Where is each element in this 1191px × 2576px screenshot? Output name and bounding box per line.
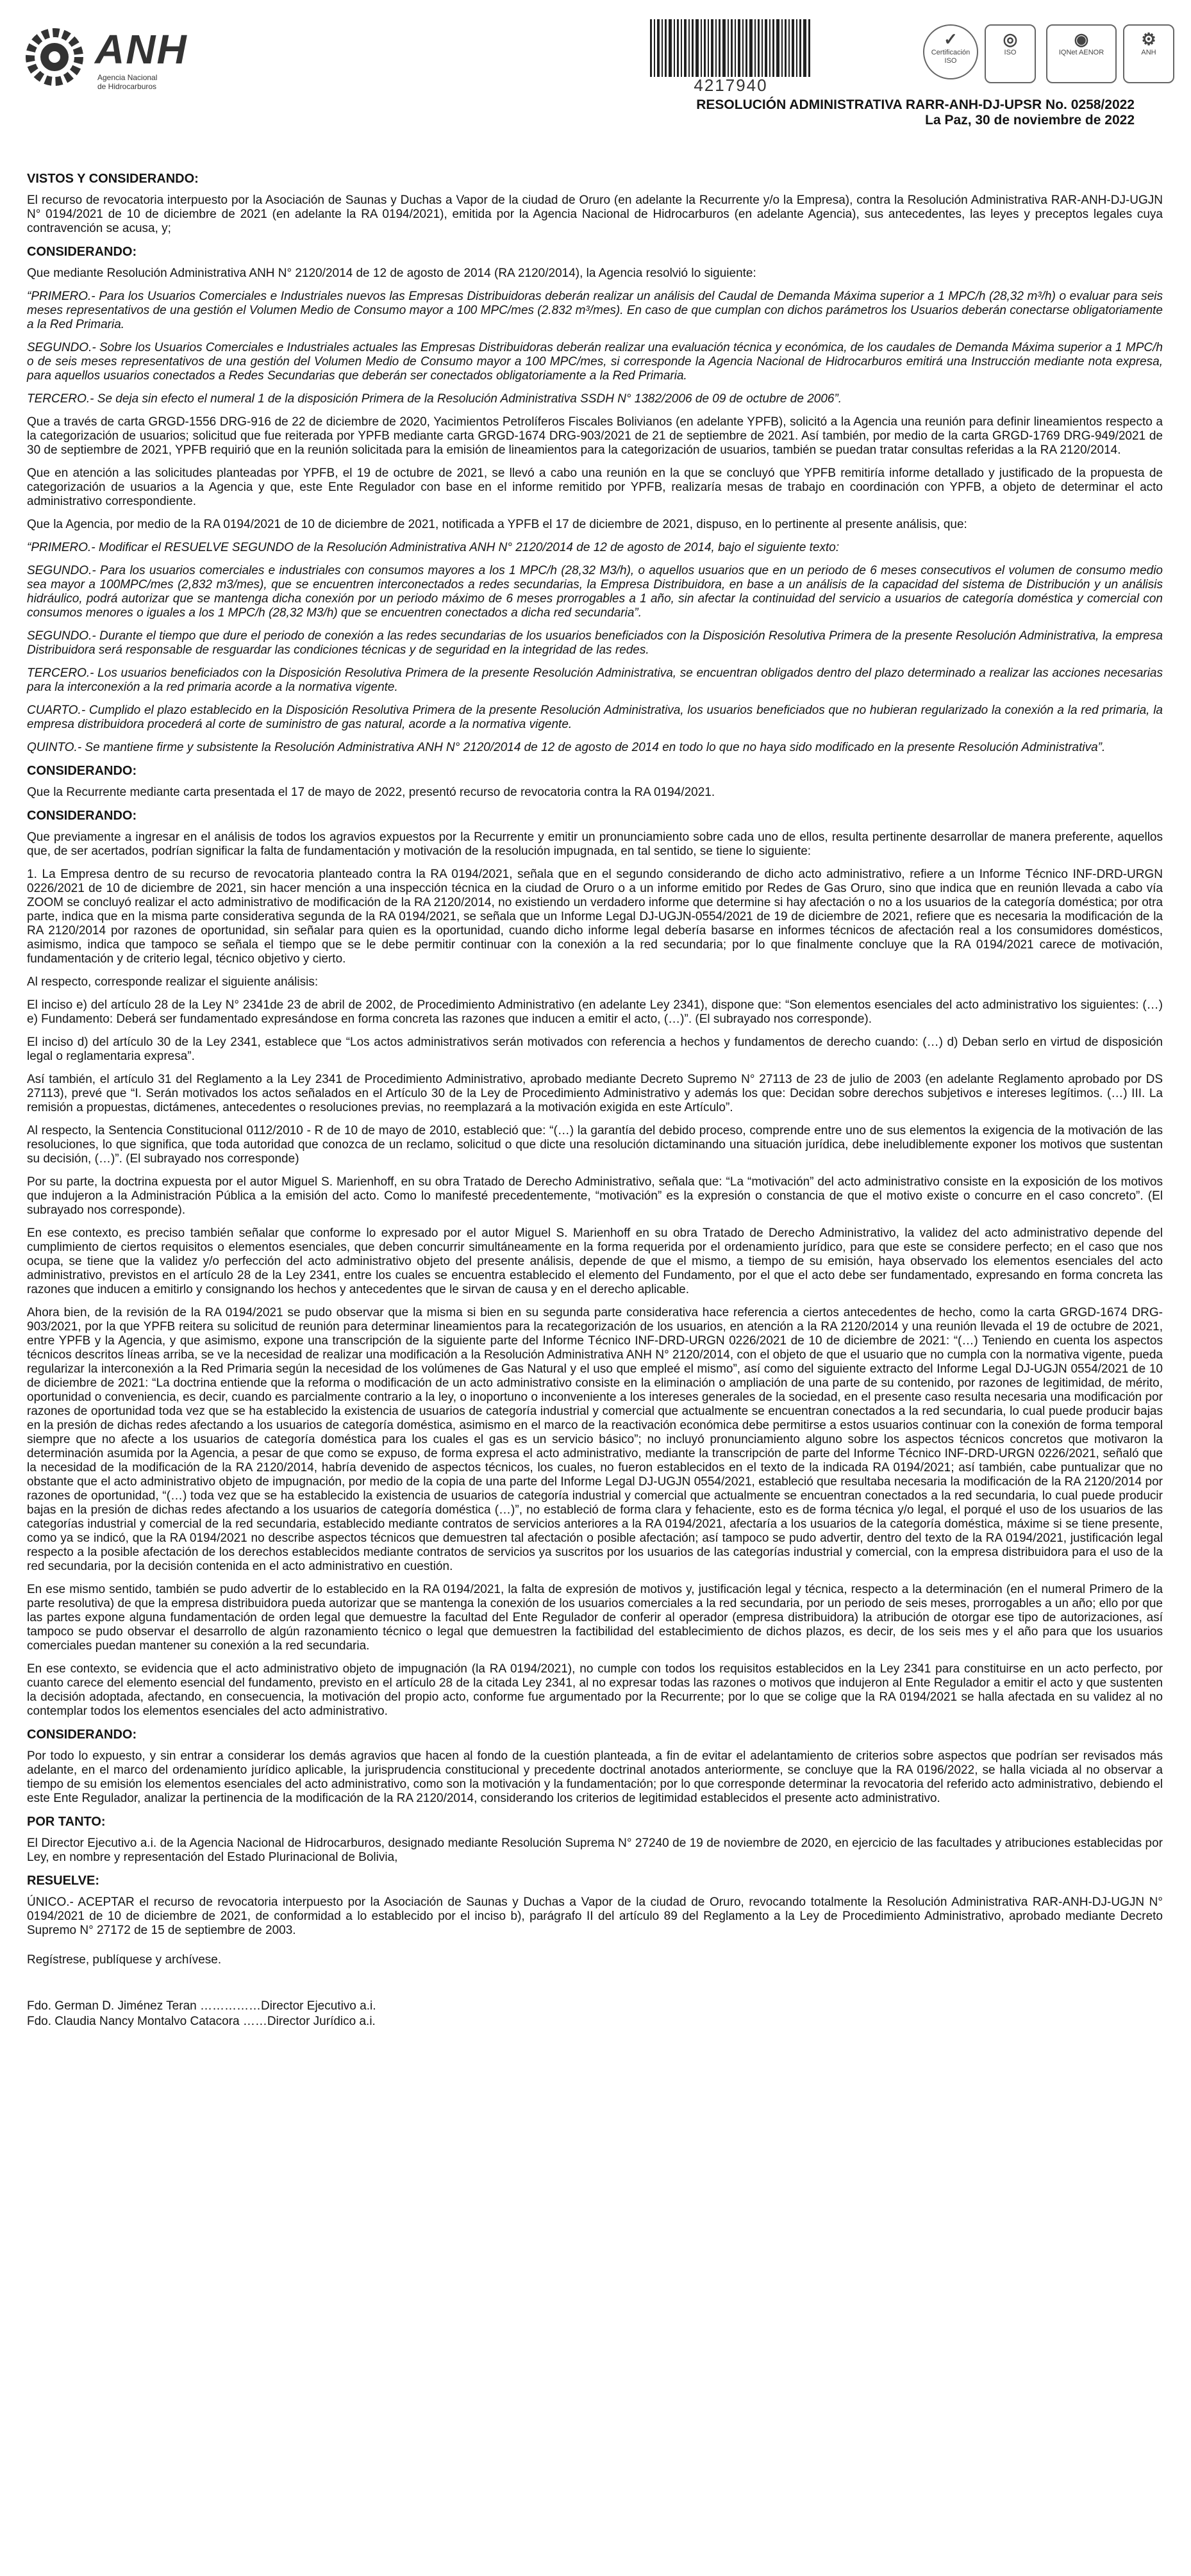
quoted-paragraph: QUINTO.- Se mantiene firme y subsistente la Resolución Administrativa ANH N° 2120/2014 de 12 de agosto de 2014 en todo lo que no haya sido modificado en la presente Resolución Administrativa”. (27, 741, 1106, 754)
iso-seal-icon: ✓ (944, 29, 958, 49)
heading-vistos: VISTOS Y CONSIDERANDO: (27, 172, 199, 186)
quoted-paragraph: SEGUNDO.- Durante el tiempo que dure el periodo de conexión a las redes secundarias de los usuarios beneficiados con la Disposición Resolutiva Primera de la presente Resolución Administrativa, la empresa Distribuidora será responsable de resguardar las condiciones técnicas y de seguridad en la integridad de las redes. (27, 629, 1163, 657)
paragraph: Al respecto, corresponde realizar el siguiente análisis: (27, 975, 319, 989)
paragraph: Que mediante Resolución Administrativa ANH N° 2120/2014 de 12 de agosto de 2014 (RA 2120/2014), la Agencia resolvió lo siguiente: (27, 267, 756, 280)
quoted-paragraph: SEGUNDO.- Sobre los Usuarios Comerciales e Industriales actuales las Empresas Distribuidoras deberán realizar una evaluación técnica y económica, de los caudales de Demanda Máxima superior a 1 MPC/h o de seis meses representativos de una gestión del Volumen Medio de Consumo mayor a 100 MPC/mes, si corresponde la Agencia Nacional de Hidrocarburos emitirá una Instrucción mediante nota expresa, para aquellos usuarios conectados a Redes Secundarias que deberán ser conectados obligatoriamente a la Red Primaria. (27, 341, 1163, 383)
paragraph: 1. La Empresa dentro de su recurso de revocatoria planteado contra la RA 0194/2021, señala que en el segundo considerando de dicho acto administrativo, refiere a un Informe Técnico INF-DRD-URGN 0226/2021 de 10 de diciembre de 2021, sin hacer mención a una inspección técnica en la ciudad de Oruro o a un informe emitido por Redes de Gas Oruro, sino que indica que en reunión llevada a cabo vía ZOOM se concluyó realizar el acto administrativo de modificación de la RA 2120/2014, no existiendo un verdadero informe que determine si hay afectación o no a los usuarios de la categoría doméstica; por otra parte, indica que en la misma parte considerativa segunda de la RA 0194/2021, se señala que un Informe Legal DJ-UGJN-0554/2021 de 19 de diciembre de 2021, refiere que es necesaria la modificación de la RA 2120/2014 por razones de oportunidad, sin señalar para quien es la oportunidad, cuando dicho informe legal debería basarse en informes técnicos de afectación real a los consumidores domésticos, asimismo, indica que tampoco se señala el tiempo que se le debe permitir continuar con la conexión a la red secundaria; por lo que finalmente concluye que la RA 0194/2021 carece de motivación, fundamentación y de criterio legal, técnico objetivo y cierto. (27, 868, 1163, 966)
heading-por-tanto: POR TANTO: (27, 1815, 106, 1829)
paragraph: El Director Ejecutivo a.i. de la Agencia Nacional de Hidrocarburos, designado mediante Resolución Suprema N° 27240 de 19 de noviembre de 2020, en ejercicio de las facultades y atribuciones establecidas por Ley, en nombre y representación del Estado Plurinacional de Bolivia, (27, 1837, 1163, 1864)
quoted-paragraph: TERCERO.- Se deja sin efecto el numeral 1 de la disposición Primera de la Resolución Administrativa SSDH N° 1382/2006 de 09 de octubre de 2006”. (27, 392, 842, 406)
iso-certification-seal: ✓ Certificación ISO (923, 24, 978, 79)
paragraph: El inciso e) del artículo 28 de la Ley N° 2341de 23 de abril de 2002, de Procedimiento Administrativo (en adelante Ley 2341), dispone que: “Son elementos esenciales del acto administrativo los siguientes: (…) e) Fundamento: Deberá ser fundamentado expresándose en forma concreta las razones que inducen a emitir el acto, (…)”. (El subrayado nos corresponde). (27, 998, 1163, 1026)
paragraph: Que la Recurrente mediante carta presentada el 17 de mayo de 2022, presentó recurso de revocatoria contra la RA 0194/2021. (27, 786, 715, 799)
heading-resuelve: RESUELVE: (27, 1874, 99, 1888)
paragraph: Así también, el artículo 31 del Reglamento a la Ley 2341 de Procedimiento Administrativo, aprobado mediante Decreto Supremo N° 27113 de 23 de julio de 2003 (en adelante Reglamento aprobado por DS 27113), prevé que “I. Serán motivados los actos señalados en el Artículo 30 de la Ley de Procedimiento Administrativo y además los que: Decidan sobre derechos subjetivos e intereses legítimos. (…) III. La remisión a propuestas, dictámenes, antecedentes o resoluciones previas, no reemplazará a la motivación exigida en este Artículo”. (27, 1073, 1163, 1114)
place-date: La Paz, 30 de noviembre de 2022 (925, 113, 1135, 128)
document-number: 4217940 (694, 76, 768, 95)
paragraph: Por todo lo expuesto, y sin entrar a considerar los demás agravios que hacen al fondo de la cuestión planteada, a fin de evitar el adelantamiento de criterios sobre aspectos que podrían ser revisados más adelante, en el marco del ordenamiento jurídico aplicable, la jurisprudencia constitucional y precedente doctrinal anotados anteriormente, se concluye que la RA 0196/2022, se halla viciada al no observar a tiempo de su emisión los elementos esenciales del acto administrativo, como son la motivación y la fundamentación; por lo que corresponde determinar la revocatoria del referido acto administrativo, debiendo el este Ente Regulador, analizar la pertinencia de la modificación de la RA 2120/2014, considerando los criterios de legitimidad establecidos el presente acto administrativo. (27, 1749, 1163, 1805)
signature-line: Fdo. Claudia Nancy Montalvo Catacora ……Director Jurídico a.i. (27, 2015, 376, 2028)
paragraph: Que la Agencia, por medio de la RA 0194/2021 de 10 de diciembre de 2021, notificada a YPFB el 17 de diciembre de 2021, dispuso, en lo pertinente al presente análisis, que: (27, 518, 967, 531)
aenor-seal-icon: ◎ (1003, 29, 1018, 49)
paragraph: Al respecto, la Sentencia Constitucional 0112/2010 - R de 10 de mayo de 2010, estableció que: “(…) la garantía del debido proceso, comprende entre uno de sus elementos la exigencia de la motivación de las resoluciones, lo que significa, que toda autoridad que conozca de un reclamo, solicitud o que dicte una resolución dictaminando una situación jurídica, debe ineludiblemente exponer los motivos que sustentan su decisión, (…)”. (El subrayado nos corresponde) (27, 1124, 1163, 1166)
resolution-reference (696, 97, 1135, 128)
paragraph: Que a través de carta GRGD-1556 DRG-916 de 22 de diciembre de 2020, Yacimientos Petrolíferos Fiscales Bolivianos (en adelante YPFB), solicitó a la Agencia una reunión para definir lineamientos respecto a la categorización de usuarios; solicitud que fue reiterada por YPFB mediante carta GRGD-1674 DRG-903/2021 de 21 de septiembre de 2021. Así también, por medio de la carta GRGD-1769 DRG-949/2021 de 30 de septiembre de 2021, YPFB requirió que en la reunión solicitada para la emisión de lineamientos para la categorización de usuarios, también se puedan tratar consultas referidas a la RA 2120/2014. (27, 415, 1163, 457)
document-header (0, 0, 1191, 128)
signature-line: Fdo. German D. Jiménez Teran ……………Director Ejecutivo a.i. (27, 1999, 376, 2013)
heading-considerando: CONSIDERANDO: (27, 809, 137, 823)
paragraph: El inciso d) del artículo 30 de la Ley 2341, establece que “Los actos administrativos serán motivados con referencia a hechos y fundamentos de derecho cuando: (…) d) Deban serlo en virtud de disposición legal o reglamentaria expresa”. (27, 1036, 1163, 1063)
heading-considerando: CONSIDERANDO: (27, 1728, 137, 1742)
iqnet-seal-icon: ◉ (1074, 29, 1089, 49)
logo-text: ANH (95, 26, 188, 72)
paragraph: Ahora bien, de la revisión de la RA 0194/2021 se pudo observar que la misma si bien en su segunda parte considerativa hace referencia a ciertos antecedentes de hecho, como la carta GRGD-1674 DRG-903/2021, por la que YPFB reitera su solicitud de reunión para determinar lineamientos para la recategorización de los usuarios, en atención a la RA 2120/2014 y una reunión llevada el 19 de octubre de 2021, entre YPFB y la Agencia, y que asimismo, expone una transcripción de la siguiente parte del Informe Técnico INF-DRD-URGN 0226/2021 de 10 de diciembre de 2021: “(…) Teniendo en cuenta los aspectos técnicos descritos líneas arriba, se ve la necesidad de realizar una modificación a la Resolución Administrativa ANH N° 2120/2014, con el objeto de que el usuario que no cumpla con la normativa vigente, pueda regularizar la interconexión a la Red Primaria según la necesidad de los volúmenes de Gas Natural y el uso que empleé el mismo”, así como del siguiente extracto del Informe Legal DJ-UGJN 0554/2021 de 10 de diciembre de 2021: “La doctrina entiende que la reforma o modificación de un acto administrativo consiste en la eliminación o ampliación de una parte de su contenido, por razones de legitimidad, de mérito, oportunidad o conveniencia, es decir, cuando es parcialmente contrario a la ley, o inoportuno o inconveniente a los intereses generales de la sociedad, en el presente caso resulta necesaria una modificación por razones de oportunidad toda vez que se ha establecido la existencia de usuarios de categoría industrial y comercial que actualmente se encuentran conectados a la red secundaria, lo cual puede producir bajas en la presión de dichas redes afectando a los usuarios de categoría doméstica, asimismo en el marco de la reactivación económica debe permitirse a estos usuarios continuar con la conexión de forma temporal siempre que no afecte a los usuarios de categoría doméstica para los cuales el gas es un servicio básico”; no incluyó pronunciamiento alguno sobre los aspectos técnicos concretos que motivaron la determinación asumida por la Agencia, a pesar de que como se expuso, de forma expresa el acto administrativo, mediante la transcripción de parte del Informe Técnico INF-DRD-URGN 0226/2021, señaló que la necesidad de la modificación de la RA 2120/2014, habría devenido de aspectos técnicos, los cuales, no fueron establecidos en el texto de la indicada RA 0194/2021; así también, cabe puntualizar que no obstante que el acto administrativo objeto de impugnación, por medio de la copia de una parte del Informe Legal DJ-UGJN 0554/2021, estableció que resultaba necesaria la modificación de la RA 2120/2014 por razones de oportunidad, “(…) toda vez que se ha establecido la existencia de usuarios de categoría industrial y comercial que actualmente se encuentran conectados a la red secundaria, lo cual puede producir bajas en la presión de dichas redes afectando a los usuarios de categoría doméstica (…)”, no estableció de forma clara y fehaciente, esto es de forma técnica y/o legal, el porqué el uso de los usuarios de las categorías industrial y comercial de la red secundaria, establecido mediante contratos de servicios anteriores a la RA 0194/2021, afectaría a los usuarios de la categoría doméstica, máxime si se tiene presente, como ya se indicó, que la RA 0194/2021 no describe aspectos técnicos que demuestren tal afectación o posible afectación; así tampoco se pudo advertir, dentro del texto de la RA 0194/2021, justificación legal respecto a la posible afectación de los derechos establecidos mediante contratos de servicios ya suscritos por los usuarios de las categorías industrial y comercial, con la empresa distribuidora para el uso de la red secundaria, por la decisión contenida en el acto administrativo en cuestión. (27, 1306, 1163, 1573)
quoted-paragraph: TERCERO.- Los usuarios beneficiados con la Disposición Resolutiva Primera de la presente Resolución Administrativa, se encuentran obligados dentro del plazo determinado a realizar las acciones necesarias para la interconexión a la red primaria acorde a la normativa vigente. (27, 666, 1163, 694)
paragraph: En ese contexto, es preciso también señalar que conforme lo expresado por el autor Miguel S. Marienhoff en su obra Tratado de Derecho Administrativo, la validez del acto administrativo depende del cumplimiento de ciertos requisitos o elementos esenciales, que deben concurrir simultáneamente en la forma requerida por el ordenamiento jurídico, para que este se considere perfecto; en el caso que nos ocupa, se tiene que la validez y/o perfección del acto administrativo objeto del presente análisis, depende de que el mismo, a tiempo de su emisión, haya observado los elementos esenciales del acto administrativo, previstos en el artículo 28 de la Ley 2341, entre los cuales se encuentra establecido el elemento del Fundamento, por el que el acto debe ser fundamentado, expresando en forma concreta las razones que inducen a emitirlo y consignando los hechos y antecedentes que le sirvan de causa y en el derecho aplicable. (27, 1226, 1163, 1296)
barcode-icon (647, 19, 814, 77)
quoted-paragraph: “PRIMERO.- Modificar el RESUELVE SEGUNDO de la Resolución Administrativa ANH N° 2120/2014 de 12 de agosto de 2014, bajo el siguiente texto: (27, 541, 840, 554)
paragraph: Que previamente a ingresar en el análisis de todos los agravios expuestos por la Recurrente y emitir un pronunciamiento sobre cada uno de ellos, resulta pertinente desarrollar de manera preferente, aquellos que, de ser acertados, podrían significar la falta de fundamentación y motivación de la resolución impugnada, en tal sentido, se tiene lo siguiente: (27, 830, 1163, 858)
iqnet-aenor-seal: ◉ IQNet AENOR (1046, 24, 1117, 83)
closing-formula: Regístrese, publíquese y archívese. (27, 1953, 222, 1967)
paragraph: En ese contexto, se evidencia que el acto administrativo objeto de impugnación (la RA 0194/2021), no cumple con todos los requisitos establecidos en la Ley 2341 para constituirse en un acto perfecto, por cuanto carece del elemento esencial del fundamento, previsto en el artículo 28 de la citada Ley 2341, al no expresar todas las razones o motivos que indujeron al Ente Regulador a emitir el acto y que sustenten la decisión adoptada, afectando, en consecuencia, la motivación del propio acto, conforme fue argumentado por la Recurrente; por lo que se colige que la RA 0194/2021 se halla afectada en su validez al no contemplar todos los elementos esenciales del acto administrativo. (27, 1662, 1163, 1718)
paragraph: Por su parte, la doctrina expuesta por el autor Miguel S. Marienhoff, en su obra Tratado de Derecho Administrativo, señala que: “La “motivación” del acto administrativo consiste en la exposición de los motivos que indujeron a la Administración Pública a la emisión del acto. Como lo manifesté precedentemente, “motivación” es la expresión o constancia de que el motivo existe o concurre en el caso concreto”. (El subrayado nos corresponde). (27, 1175, 1163, 1217)
quoted-paragraph: “PRIMERO.- Para los Usuarios Comerciales e Industriales nuevos las Empresas Distribuidoras deberán realizar un análisis del Caudal de Demanda Máxima superior a 1 MPC/h (28,32 m³/h) o evaluar para seis meses representativos de una gestión el Volumen Medio de Consumo mayor a 100 MPC/mes (2.832 m³/mes). En caso de que cumplan con dichos parámetros los Usuarios deberán conectarse obligatoriamente a la Red Primaria. (27, 290, 1163, 331)
anh-gear-icon (19, 22, 90, 92)
document-body (27, 165, 1163, 2030)
resolution-article: ÚNICO.- ACEPTAR el recurso de revocatoria interpuesto por la Asociación de Saunas y Duchas a Vapor de la ciudad de Oruro, revocando totalmente la Resolución Administrativa RAR-ANH-DJ-UGJN N° 0194/2021 de 10 de diciembre de 2021, de conformidad a lo establecido por el inciso b), parágrafo II del artículo 89 del Reglamento a la Ley de Procedimiento Administrativo, aprobado mediante Decreto Supremo N° 27172 de 15 de septiembre de 2003. (27, 1895, 1163, 1937)
paragraph: Que en atención a las solicitudes planteadas por YPFB, el 19 de octubre de 2021, se llevó a cabo una reunión en la que se concluyó que YPFB remitiría informe detallado y justificado de la propuesta de categorización de usuarios a la Agencia y que, este Ente Regulador con base en el informe remitido por YPFB, realizaría mesas de trabajo en coordinación con YPFB, a objeto de determinar el acto administrativo correspondiente. (27, 466, 1163, 508)
heading-considerando: CONSIDERANDO: (27, 245, 137, 259)
resolution-title: RESOLUCIÓN ADMINISTRATIVA RARR-ANH-DJ-UPSR No. 0258/2022 (696, 97, 1135, 112)
anh-logo (19, 22, 188, 92)
paragraph: El recurso de revocatoria interpuesto por la Asociación de Saunas y Duchas a Vapor de la ciudad de Oruro (en adelante la Recurrente y/o la Empresa), contra la Resolución Administrativa RAR-ANH-DJ-UGJN N° 0194/2021 de 10 de diciembre de 2021 (en adelante la RA 0194/2021), emitida por la Agencia Nacional de Hidrocarburos (en adelante Agencia), sus antecedentes, las leyes y preceptos legales cuya contravención se acusa, y; (27, 194, 1163, 235)
anh-seal-icon: ⚙ (1141, 29, 1156, 49)
anh-mark-seal: ⚙ ANH (1123, 24, 1174, 83)
heading-considerando: CONSIDERANDO: (27, 764, 137, 778)
quoted-paragraph: SEGUNDO.- Para los usuarios comerciales e industriales con consumos mayores a los 1 MPC/h (28,32 M3/h), o aquellos usuarios que en un periodo de 6 meses consecutivos el volumen de consumo medio sea mayor a 100MPC/mes (2,832 m3/mes), que se encuentren interconectados a redes secundarias, la Empresa Distribuidora, en base a un análisis de la capacidad del sistema de Distribución y un análisis hidráulico, podrá autorizar que se mantenga dicha conexión por un periodo máximo de 6 meses prorrogables a 1 año, sin afectar la continuidad del servicio a usuarios de categoría doméstica y comercial con consumos menores o iguales a los 1 MPC/h (28,32 M3/h) que se encuentren conectados a dicha red secundaria”. (27, 564, 1163, 620)
signature-block (27, 1999, 1163, 2029)
paragraph: En ese mismo sentido, también se pudo advertir de lo establecido en la RA 0194/2021, la falta de expresión de motivos y, justificación legal y técnica, respecto a la determinación (en el numeral Primero de la parte resolutiva) de que la empresa distribuidora pueda autorizar que se mantenga la conexión de los usuarios comerciales a la red secundaria, por un periodo de seis meses, prorrogables a un año; ello por que las partes expone alguna fundamentación de orden legal que demuestre la facultad del Ente Regulador de conferir al operador (empresa distribuidora) la atribución de otorgar ese tipo de autorizaciones, así tampoco se pudo observar el desarrollo de algún razonamiento técnico o legal que demuestren la factibilidad del establecimiento de dichos plazos, es decir, de los seis mes y el año para que los usuarios comerciales puedan mantener su conexión a la red secundaria. (27, 1583, 1163, 1653)
logo-subtitle: Agencia Nacional de Hidrocarburos (97, 73, 158, 91)
aenor-iso-seal: ◎ ISO (985, 24, 1036, 83)
quoted-paragraph: CUARTO.- Cumplido el plazo establecido en la Disposición Resolutiva Primera de la presente Resolución Administrativa, los usuarios beneficiados que no hubieran regularizado la conexión a la red primaria, la empresa distribuidora procederá al corte de suministro de gas natural, acorde a la normativa vigente. (27, 704, 1163, 731)
